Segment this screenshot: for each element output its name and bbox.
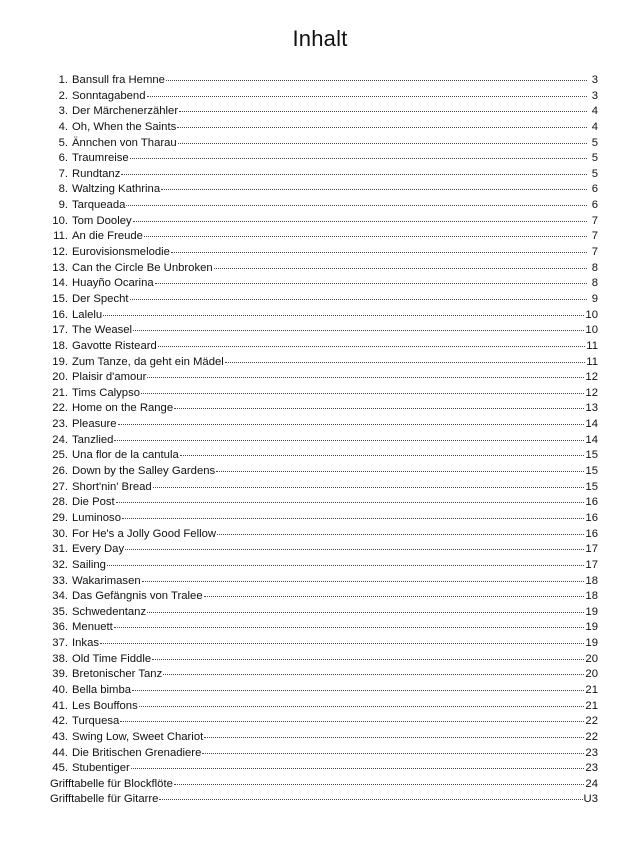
dot-leader bbox=[225, 354, 586, 363]
toc-entry-title: Short'nin' Bread bbox=[72, 480, 152, 493]
dot-leader bbox=[125, 541, 584, 550]
toc-entry bbox=[50, 182, 598, 198]
toc-entry-number: 5. bbox=[58, 136, 68, 149]
toc-entry bbox=[50, 198, 598, 214]
dot-leader bbox=[216, 463, 584, 472]
toc-entry-title: Rundtanz bbox=[72, 167, 121, 180]
dot-leader bbox=[103, 307, 584, 316]
toc-entry-title: Plaisir d'amour bbox=[72, 371, 147, 384]
toc-entry-title: Bretonischer Tanz bbox=[72, 668, 163, 681]
dot-leader bbox=[202, 745, 584, 754]
toc-entry-page: 15 bbox=[585, 465, 598, 478]
dot-leader bbox=[180, 447, 585, 456]
dot-leader bbox=[132, 682, 584, 691]
toc-entry-title: Gavotte Risteard bbox=[72, 339, 157, 352]
toc-entry-title: Lalelu bbox=[72, 308, 103, 321]
dot-leader bbox=[107, 557, 585, 566]
toc-entry-title: Wakarimasen bbox=[72, 574, 141, 587]
toc-entry-page: 19 bbox=[585, 621, 598, 634]
toc-entry-number: 8. bbox=[58, 183, 68, 196]
toc-entry-title: Die Britischen Grenadiere bbox=[72, 746, 202, 759]
toc-entry-number: 29. bbox=[52, 511, 68, 524]
toc-entry-title: Bella bimba bbox=[72, 683, 132, 696]
toc-entry bbox=[50, 151, 598, 167]
toc-entry-number: 17. bbox=[52, 324, 68, 337]
toc-entry-title: Turquesa bbox=[72, 715, 120, 728]
toc-entry-title: Huayño Ocarina bbox=[72, 277, 154, 290]
toc-entry-title: Menuett bbox=[72, 621, 113, 634]
toc-entry-page: 19 bbox=[585, 637, 598, 650]
toc-entry-page: 15 bbox=[585, 480, 598, 493]
toc-entry-page: 19 bbox=[585, 605, 598, 618]
toc-entry-number: 18. bbox=[52, 339, 68, 352]
toc-entry-page: 18 bbox=[585, 590, 598, 603]
toc-entry-number: 42. bbox=[52, 715, 68, 728]
toc-entry bbox=[50, 355, 598, 371]
toc-entry-number: 23. bbox=[52, 418, 68, 431]
toc-entry-page: 16 bbox=[585, 496, 598, 509]
toc-entry-number: 43. bbox=[52, 730, 68, 743]
toc-entry-page: 15 bbox=[585, 449, 598, 462]
dot-leader bbox=[139, 698, 585, 707]
toc-entry-page: 11 bbox=[586, 339, 598, 352]
toc-entry-number: 9. bbox=[58, 199, 68, 212]
toc-entry-number: 44. bbox=[52, 746, 68, 759]
toc-entry bbox=[50, 511, 598, 527]
toc-entry-title: For He's a Jolly Good Fellow bbox=[72, 527, 217, 540]
toc-entry-title: Eurovisionsmelodie bbox=[72, 246, 170, 259]
toc-entry bbox=[50, 464, 598, 480]
toc-entry-title: Tanzlied bbox=[72, 433, 114, 446]
toc-entry-page: 5 bbox=[591, 167, 598, 180]
toc-entry-number: 27. bbox=[52, 480, 68, 493]
toc-entry-number: 41. bbox=[52, 699, 68, 712]
toc-entry-number: 36. bbox=[52, 621, 68, 634]
toc-entry-number: 39. bbox=[52, 668, 68, 681]
toc-entry bbox=[50, 73, 598, 89]
toc-entry bbox=[50, 480, 598, 496]
toc-entry-number: 4. bbox=[58, 120, 68, 133]
toc-entry-title: Every Day bbox=[72, 543, 125, 556]
dot-leader bbox=[100, 635, 584, 644]
toc-entry bbox=[50, 292, 598, 308]
dot-leader bbox=[142, 573, 585, 582]
toc-entry bbox=[50, 386, 598, 402]
toc-entry-page: 4 bbox=[591, 105, 598, 118]
toc-entry-title: Bansull fra Hemne bbox=[72, 74, 165, 86]
toc-entry-page: 18 bbox=[585, 574, 598, 587]
toc-entry bbox=[50, 229, 598, 245]
toc-entry bbox=[50, 792, 598, 808]
dot-leader bbox=[174, 400, 584, 409]
toc-entry-title: Down by the Salley Gardens bbox=[72, 465, 216, 478]
toc-entry-title: Das Gefängnis von Tralee bbox=[72, 590, 203, 603]
dot-leader bbox=[131, 760, 585, 769]
toc-entry bbox=[50, 167, 598, 183]
toc-entry-number: 24. bbox=[52, 433, 68, 446]
dot-leader bbox=[163, 666, 584, 675]
toc-entry bbox=[50, 339, 598, 355]
toc-entry-page: 5 bbox=[591, 136, 598, 149]
toc-entry bbox=[50, 761, 598, 777]
table-of-contents bbox=[50, 73, 598, 808]
dot-leader bbox=[147, 369, 584, 378]
toc-entry-number: 15. bbox=[52, 292, 68, 305]
toc-entry-page: 20 bbox=[585, 652, 598, 665]
toc-entry-number: 1. bbox=[58, 74, 68, 86]
toc-entry-number: 25. bbox=[52, 449, 68, 462]
toc-entry-title: Waltzing Kathrina bbox=[72, 183, 161, 196]
dot-leader bbox=[130, 150, 587, 159]
toc-entry-number: 16. bbox=[52, 308, 68, 321]
dot-leader bbox=[171, 244, 587, 253]
toc-entry-title: Der Specht bbox=[72, 292, 129, 305]
dot-leader bbox=[178, 135, 587, 144]
toc-entry-number: 10. bbox=[52, 214, 68, 227]
dot-leader bbox=[147, 604, 584, 613]
toc-entry-page: 10 bbox=[585, 308, 598, 321]
dot-leader bbox=[158, 338, 586, 347]
toc-entry-title: Stubentiger bbox=[72, 762, 130, 775]
toc-entry bbox=[50, 777, 598, 793]
toc-entry-title: An die Freude bbox=[72, 230, 143, 243]
toc-entry-title: Grifftabelle für Blockflöte bbox=[50, 777, 173, 790]
toc-entry-number: 14. bbox=[52, 277, 68, 290]
toc-entry-title: Sailing bbox=[72, 558, 106, 571]
dot-leader bbox=[114, 619, 585, 628]
toc-entry-page: U3 bbox=[583, 793, 598, 806]
toc-entry-title: Oh, When the Saints bbox=[72, 120, 177, 133]
toc-entry-page: 12 bbox=[585, 386, 598, 399]
toc-entry-page: 8 bbox=[591, 261, 598, 274]
toc-entry bbox=[50, 683, 598, 699]
toc-entry-page: 20 bbox=[585, 668, 598, 681]
page-title: Inhalt bbox=[292, 26, 348, 51]
toc-entry bbox=[50, 620, 598, 636]
toc-entry-title: Ännchen von Tharau bbox=[72, 136, 177, 149]
toc-entry-title: Tarqueada bbox=[72, 199, 126, 212]
toc-entry-number: 6. bbox=[58, 152, 68, 165]
dot-leader bbox=[120, 713, 584, 722]
toc-entry-number: 40. bbox=[52, 683, 68, 696]
dot-leader bbox=[217, 526, 584, 535]
toc-entry-number: 37. bbox=[52, 637, 68, 650]
toc-entry bbox=[50, 136, 598, 152]
dot-leader bbox=[152, 651, 584, 660]
toc-entry-title: Zum Tanze, da geht ein Mädel bbox=[72, 355, 224, 368]
dot-leader bbox=[118, 416, 585, 425]
toc-entry-page: 13 bbox=[585, 402, 598, 415]
toc-entry-number: 30. bbox=[52, 527, 68, 540]
toc-entry-title: Les Bouffons bbox=[72, 699, 138, 712]
toc-entry-number: 19. bbox=[52, 355, 68, 368]
dot-leader bbox=[114, 432, 584, 441]
toc-entry-page: 14 bbox=[585, 418, 598, 431]
toc-entry-number: 11. bbox=[53, 230, 68, 243]
toc-entry-number: 2. bbox=[58, 89, 68, 102]
toc-entry-number: 38. bbox=[52, 652, 68, 665]
dot-leader bbox=[155, 275, 587, 284]
toc-entry-page: 7 bbox=[591, 230, 598, 243]
toc-entry-title: Home on the Range bbox=[72, 402, 174, 415]
toc-entry-number: 7. bbox=[58, 167, 68, 180]
toc-entry bbox=[50, 308, 598, 324]
dot-leader bbox=[214, 260, 587, 269]
toc-entry-page: 6 bbox=[591, 199, 598, 212]
toc-entry-page: 3 bbox=[591, 89, 598, 102]
toc-entry-title: Pleasure bbox=[72, 418, 117, 431]
toc-entry bbox=[50, 401, 598, 417]
toc-entry-page: 17 bbox=[585, 543, 598, 556]
toc-entry-page: 21 bbox=[585, 683, 598, 696]
dot-leader bbox=[159, 791, 582, 800]
toc-entry-page: 7 bbox=[591, 214, 598, 227]
toc-entry-number: 21. bbox=[52, 386, 68, 399]
toc-entry bbox=[50, 558, 598, 574]
dot-leader bbox=[177, 119, 587, 128]
toc-entry-page: 5 bbox=[591, 152, 598, 165]
toc-entry-title: Der Märchenerzähler bbox=[72, 105, 179, 118]
toc-entry bbox=[50, 699, 598, 715]
toc-entry-page: 14 bbox=[585, 433, 598, 446]
toc-entry-title: Una flor de la cantula bbox=[72, 449, 179, 462]
dot-leader bbox=[153, 479, 585, 488]
dot-leader bbox=[161, 181, 587, 190]
toc-entry bbox=[50, 120, 598, 136]
toc-entry bbox=[50, 667, 598, 683]
toc-entry bbox=[50, 89, 598, 105]
toc-entry-title: Can the Circle Be Unbroken bbox=[72, 261, 213, 274]
toc-entry bbox=[50, 417, 598, 433]
dot-leader bbox=[204, 729, 584, 738]
toc-entry-number: 34. bbox=[52, 590, 68, 603]
dot-leader bbox=[126, 197, 587, 206]
toc-entry-title: Old Time Fiddle bbox=[72, 652, 152, 665]
toc-entry-page: 11 bbox=[586, 355, 598, 368]
dot-leader bbox=[116, 494, 585, 503]
toc-entry-number: 35. bbox=[52, 605, 68, 618]
toc-entry-number: 32. bbox=[52, 558, 68, 571]
toc-entry-page: 22 bbox=[585, 715, 598, 728]
toc-entry-number: 45. bbox=[52, 762, 68, 775]
toc-entry-number: 3. bbox=[58, 105, 68, 118]
toc-entry bbox=[50, 730, 598, 746]
toc-entry-title: The Weasel bbox=[72, 324, 133, 337]
toc-entry-page: 22 bbox=[585, 730, 598, 743]
toc-entry bbox=[50, 370, 598, 386]
dot-leader bbox=[130, 291, 587, 300]
toc-entry-title: Grifftabelle für Gitarre bbox=[50, 793, 159, 806]
dot-leader bbox=[179, 103, 587, 112]
toc-entry bbox=[50, 589, 598, 605]
toc-entry-page: 7 bbox=[591, 246, 598, 259]
dot-leader bbox=[174, 776, 585, 785]
dot-leader bbox=[121, 166, 587, 175]
toc-entry-page: 17 bbox=[585, 558, 598, 571]
toc-entry bbox=[50, 245, 598, 261]
toc-entry bbox=[50, 323, 598, 339]
toc-entry-number: 33. bbox=[52, 574, 68, 587]
toc-entry-page: 23 bbox=[585, 762, 598, 775]
toc-entry-title: Schwedentanz bbox=[72, 605, 147, 618]
toc-entry-page: 8 bbox=[591, 277, 598, 290]
toc-entry-title: Luminoso bbox=[72, 511, 121, 524]
toc-entry bbox=[50, 527, 598, 543]
toc-entry bbox=[50, 448, 598, 464]
toc-entry bbox=[50, 104, 598, 120]
dot-leader bbox=[141, 385, 584, 394]
toc-entry-page: 9 bbox=[591, 292, 598, 305]
toc-entry-title: Swing Low, Sweet Chariot bbox=[72, 730, 204, 743]
toc-entry-page: 4 bbox=[591, 120, 598, 133]
toc-entry bbox=[50, 276, 598, 292]
dot-leader bbox=[122, 510, 584, 519]
toc-entry bbox=[50, 652, 598, 668]
toc-entry-title: Tom Dooley bbox=[72, 214, 132, 227]
dot-leader bbox=[144, 228, 587, 237]
toc-entry-number: 20. bbox=[52, 371, 68, 384]
toc-entry bbox=[50, 636, 598, 652]
toc-entry-title: Sonntagabend bbox=[72, 89, 146, 102]
toc-entry bbox=[50, 261, 598, 277]
toc-entry-page: 10 bbox=[585, 324, 598, 337]
toc-entry-page: 3 bbox=[591, 74, 598, 86]
toc-entry-page: 16 bbox=[585, 511, 598, 524]
toc-entry-title: Tims Calypso bbox=[72, 386, 141, 399]
toc-entry-number: 26. bbox=[52, 465, 68, 478]
toc-entry-page: 12 bbox=[585, 371, 598, 384]
toc-entry-page: 23 bbox=[585, 746, 598, 759]
toc-entry-page: 16 bbox=[585, 527, 598, 540]
toc-entry-number: 28. bbox=[52, 496, 68, 509]
toc-entry-page: 6 bbox=[591, 183, 598, 196]
toc-entry-number: 12. bbox=[52, 246, 68, 259]
toc-entry bbox=[50, 605, 598, 621]
toc-entry bbox=[50, 433, 598, 449]
dot-leader bbox=[166, 72, 587, 81]
dot-leader bbox=[204, 588, 585, 597]
toc-entry-title: Inkas bbox=[72, 637, 100, 650]
dot-leader bbox=[147, 88, 587, 97]
toc-entry-number: 31. bbox=[52, 543, 68, 556]
toc-entry bbox=[50, 214, 598, 230]
toc-entry-title: Traumreise bbox=[72, 152, 129, 165]
toc-entry-number: 22. bbox=[52, 402, 68, 415]
toc-entry-page: 24 bbox=[585, 777, 598, 790]
toc-entry bbox=[50, 714, 598, 730]
toc-entry bbox=[50, 574, 598, 590]
toc-entry-page: 21 bbox=[585, 699, 598, 712]
toc-entry bbox=[50, 746, 598, 762]
toc-entry bbox=[50, 542, 598, 558]
dot-leader bbox=[133, 322, 584, 331]
toc-entry-number: 13. bbox=[52, 261, 68, 274]
dot-leader bbox=[133, 213, 587, 222]
toc-entry-title: Die Post bbox=[72, 496, 115, 509]
toc-entry bbox=[50, 495, 598, 511]
